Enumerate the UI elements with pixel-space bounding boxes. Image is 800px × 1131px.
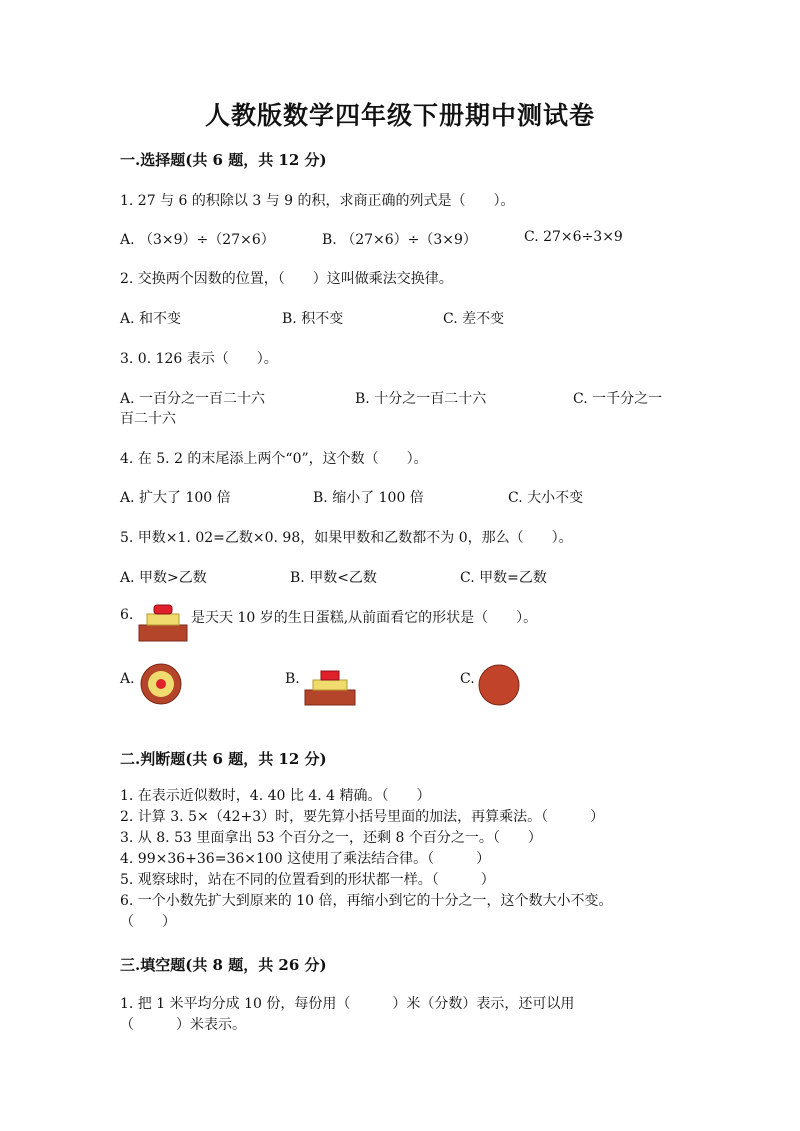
birthday-cake-image [137,603,189,643]
judge-item: 3. 从 8. 53 里面拿出 53 个百分之一，还剩 8 个百分之一。（ ） [120,830,542,846]
judge-item: 5. 观察球时，站在不同的位置看到的形状都一样。（ ） [120,872,495,888]
judge-item: 1. 在表示近似数时，4. 40 比 4. 4 精确。（ ） [120,788,431,804]
judge-item: 6. 一个小数先扩大到原来的 10 倍，再缩小到它的十分之一，这个数大小不变。 [120,893,613,909]
option-c: C. [460,671,475,687]
option-c: C. 差不变 [443,311,505,327]
cake-top-layer [154,605,172,614]
front-base-layer [305,690,355,705]
judge-item-continued: （ ） [120,914,176,930]
question-stem: 1. 27 与 6 的积除以 3 与 9 的积，求商正确的列式是（ ）。 [120,193,515,209]
section-heading-judge: 二.判断题(共 6 题，共 12 分) [120,750,327,768]
page-title: 人教版数学四年级下册期中测试卷 [204,101,595,130]
cake-front-view-image [304,670,356,706]
front-top-layer [321,671,339,680]
cake-middle-layer [147,614,179,625]
question-stem: 5. 甲数×1. 02=乙数×0. 98，如果甲数和乙数都不为 0，那么（ ）。 [120,530,573,546]
option-b: B. 十分之一百二十六 [355,391,487,407]
option-c: C. 大小不变 [508,490,584,506]
section-heading-choice: 一.选择题(共 6 题，共 12 分) [120,151,327,169]
option-a: A. 一百分之一百二十六 [120,391,266,407]
judge-item: 2. 计算 3. 5×（42+3）时，要先算小括号里面的加法，再算乘法。（ ） [120,809,605,825]
question-stem: 是天天 10 岁的生日蛋糕,从前面看它的形状是（ ）。 [191,610,538,626]
plain-circle [479,665,519,705]
option-b: B. 缩小了 100 倍 [313,490,424,506]
option-b: B. [285,671,300,687]
inner-circle [156,679,166,689]
section-heading-fill: 三.填空题(共 8 题，共 26 分) [120,956,327,974]
question-stem: 4. 在 5. 2 的末尾添上两个“0”，这个数（ ）。 [120,451,428,467]
question-stem: 2. 交换两个因数的位置，（ ）这叫做乘法交换律。 [120,271,453,287]
fill-item: 1. 把 1 米平均分成 10 份，每份用（ ）米（分数）表示，还可以用 [120,996,575,1012]
option-b: B. 甲数<乙数 [290,570,377,586]
judge-item: 4. 99×36+36=36×100 这使用了乘法结合律。（ ） [120,851,491,867]
front-middle-layer [313,680,347,690]
cake-base-layer [139,625,187,641]
option-c: C. 甲数=乙数 [460,570,547,586]
option-c: C. 一千分之一 [573,391,663,407]
fill-item-continued: （ ）米表示。 [120,1017,246,1033]
option-a: A. 甲数>乙数 [120,570,207,586]
option-a: A. [120,671,135,687]
option-c-continued: 百二十六 [120,411,176,427]
option-b: B. （27×6）÷（3×9） [322,232,477,248]
option-c: C. 27×6÷3×9 [524,229,623,245]
circle-shape-image [478,664,520,706]
question-number: 6. [120,607,134,623]
option-a: A. 和不变 [120,311,182,327]
option-a: A. 扩大了 100 倍 [120,490,231,506]
cake-top-view-image [139,662,183,706]
question-stem: 3. 0. 126 表示（ ）。 [120,351,278,367]
option-b: B. 积不变 [282,311,344,327]
option-a: A. （3×9）÷（27×6） [120,232,275,248]
